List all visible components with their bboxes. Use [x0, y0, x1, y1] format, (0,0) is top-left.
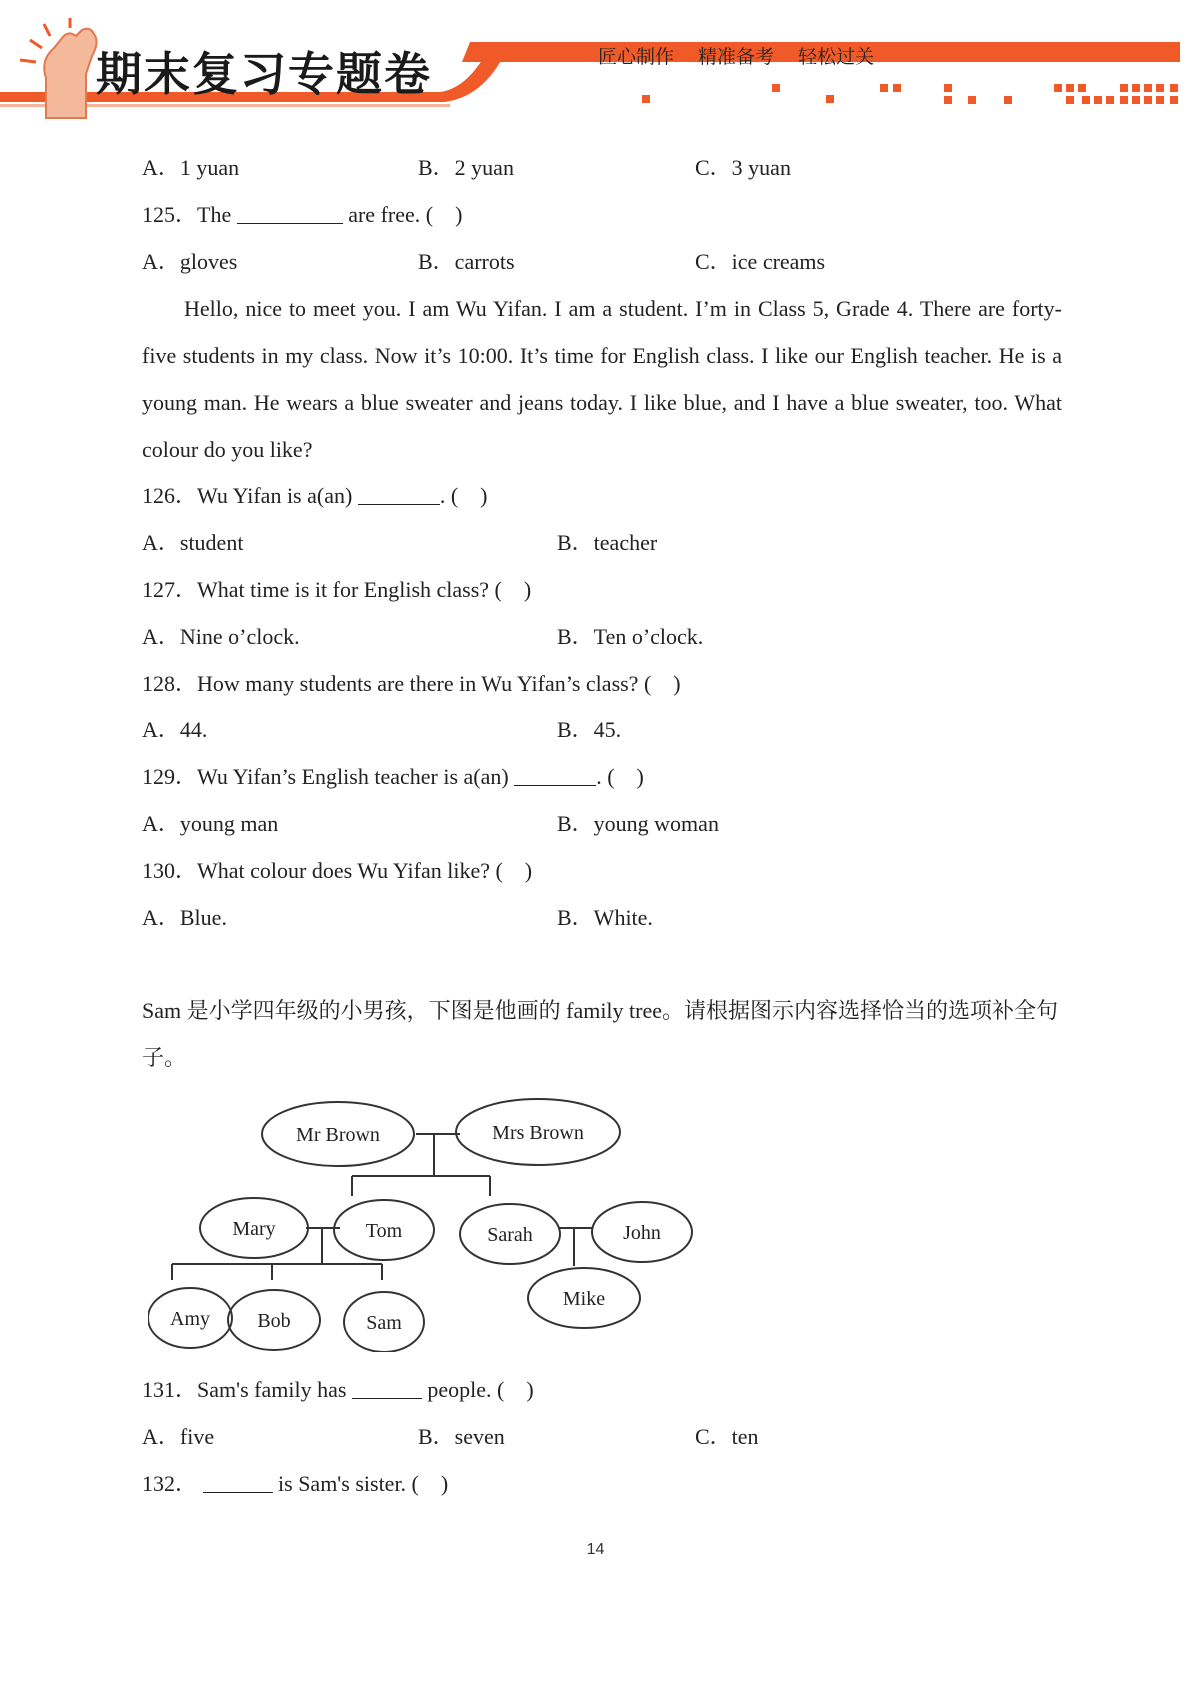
- q126-post: . ( ): [439, 483, 488, 508]
- q131-option-a: A．five: [142, 1424, 215, 1449]
- q130-option-b: B．White.: [557, 905, 653, 930]
- q125-blank: [237, 201, 343, 224]
- q132-post: is Sam's sister. ( ): [278, 1471, 449, 1496]
- section-instructions: Sam 是小学四年级的小男孩，下图是他画的 family tree。请根据图示内容选择恰当的选项补全句子。: [142, 998, 1059, 1070]
- page-number: 14: [586, 1541, 605, 1558]
- q126-text: 126．Wu Yifan is a(an): [142, 483, 353, 508]
- q129-text: 129．Wu Yifan’s English teacher is a(an): [142, 764, 509, 789]
- q132-blank: [203, 1470, 273, 1493]
- q125-rest: are free. ( ): [348, 202, 463, 227]
- question-127: 127．What time is it for English class? ( ): [142, 577, 532, 602]
- q130-option-a: A．Blue.: [142, 905, 227, 930]
- node-sarah: Sarah: [487, 1224, 533, 1246]
- q124-option-c: C．3 yuan: [695, 155, 791, 180]
- header-slogan: 匠心制作 精准备考 轻松过关: [598, 46, 875, 68]
- decorative-dots: [642, 84, 1178, 104]
- question-128: 128．How many students are there in Wu Yifan’s class? ( ): [142, 671, 681, 696]
- question-126: [142, 482, 487, 510]
- q129-option-b: B．young woman: [557, 811, 719, 836]
- q125-number: 125．The: [142, 202, 232, 227]
- node-sam: Sam: [366, 1312, 402, 1334]
- node-tom: Tom: [365, 1220, 403, 1242]
- q127-option-b: B．Ten o’clock.: [557, 624, 704, 649]
- question-125: [142, 201, 462, 229]
- question-129: [142, 763, 644, 791]
- node-mrs-brown: Mrs Brown: [492, 1122, 584, 1144]
- fist-icon: [20, 18, 97, 118]
- reading-passage: Hello, nice to meet you. I am Wu Yifan. I am a student. I’m in Class 5, Grade 4. There are forty-five students in my class. Now it’s 10:00. It’s time for English class. I like our English teacher. He is a young man. He wears a blue sweater and jeans today. I like blue, and I have a blue sweater, too. What colour do you like?: [142, 296, 1062, 462]
- q128-option-a: A．44.: [142, 717, 208, 742]
- q131-blank: [352, 1376, 422, 1399]
- node-mike: Mike: [562, 1288, 606, 1310]
- q131-option-c: C．ten: [695, 1424, 759, 1449]
- node-mr-brown: Mr Brown: [296, 1124, 380, 1146]
- q126-blank: [358, 482, 440, 505]
- question-130: 130．What colour does Wu Yifan like? ( ): [142, 858, 533, 883]
- node-john: John: [623, 1222, 661, 1244]
- q129-post: . ( ): [596, 764, 644, 789]
- q129-option-a: A．young man: [142, 811, 279, 836]
- q131-text: 131．Sam's family has: [142, 1377, 347, 1402]
- node-mary: Mary: [232, 1218, 276, 1240]
- q125-option-c: C．ice creams: [695, 249, 826, 274]
- node-amy: Amy: [170, 1308, 210, 1330]
- q129-blank: [514, 763, 596, 786]
- question-132: [142, 1470, 448, 1498]
- q124-option-b: B．2 yuan: [418, 155, 514, 180]
- q125-option-a: A．gloves: [142, 249, 238, 274]
- question-131: [142, 1376, 534, 1404]
- q131-post: people. ( ): [427, 1377, 534, 1402]
- q126-option-a: A．student: [142, 530, 244, 555]
- q131-option-b: B．seven: [418, 1424, 505, 1449]
- q127-option-a: A．Nine o’clock.: [142, 624, 300, 649]
- q124-option-a: A．1 yuan: [142, 155, 240, 180]
- q126-option-b: B．teacher: [557, 530, 658, 555]
- q128-option-b: B．45.: [557, 717, 622, 742]
- node-bob: Bob: [257, 1310, 291, 1332]
- header-title: 期末复习专题卷: [96, 47, 432, 101]
- q125-option-b: B．carrots: [418, 249, 515, 274]
- page-header: [0, 0, 1191, 120]
- q132-number: 132．: [142, 1471, 198, 1496]
- family-tree-diagram: [148, 1092, 708, 1352]
